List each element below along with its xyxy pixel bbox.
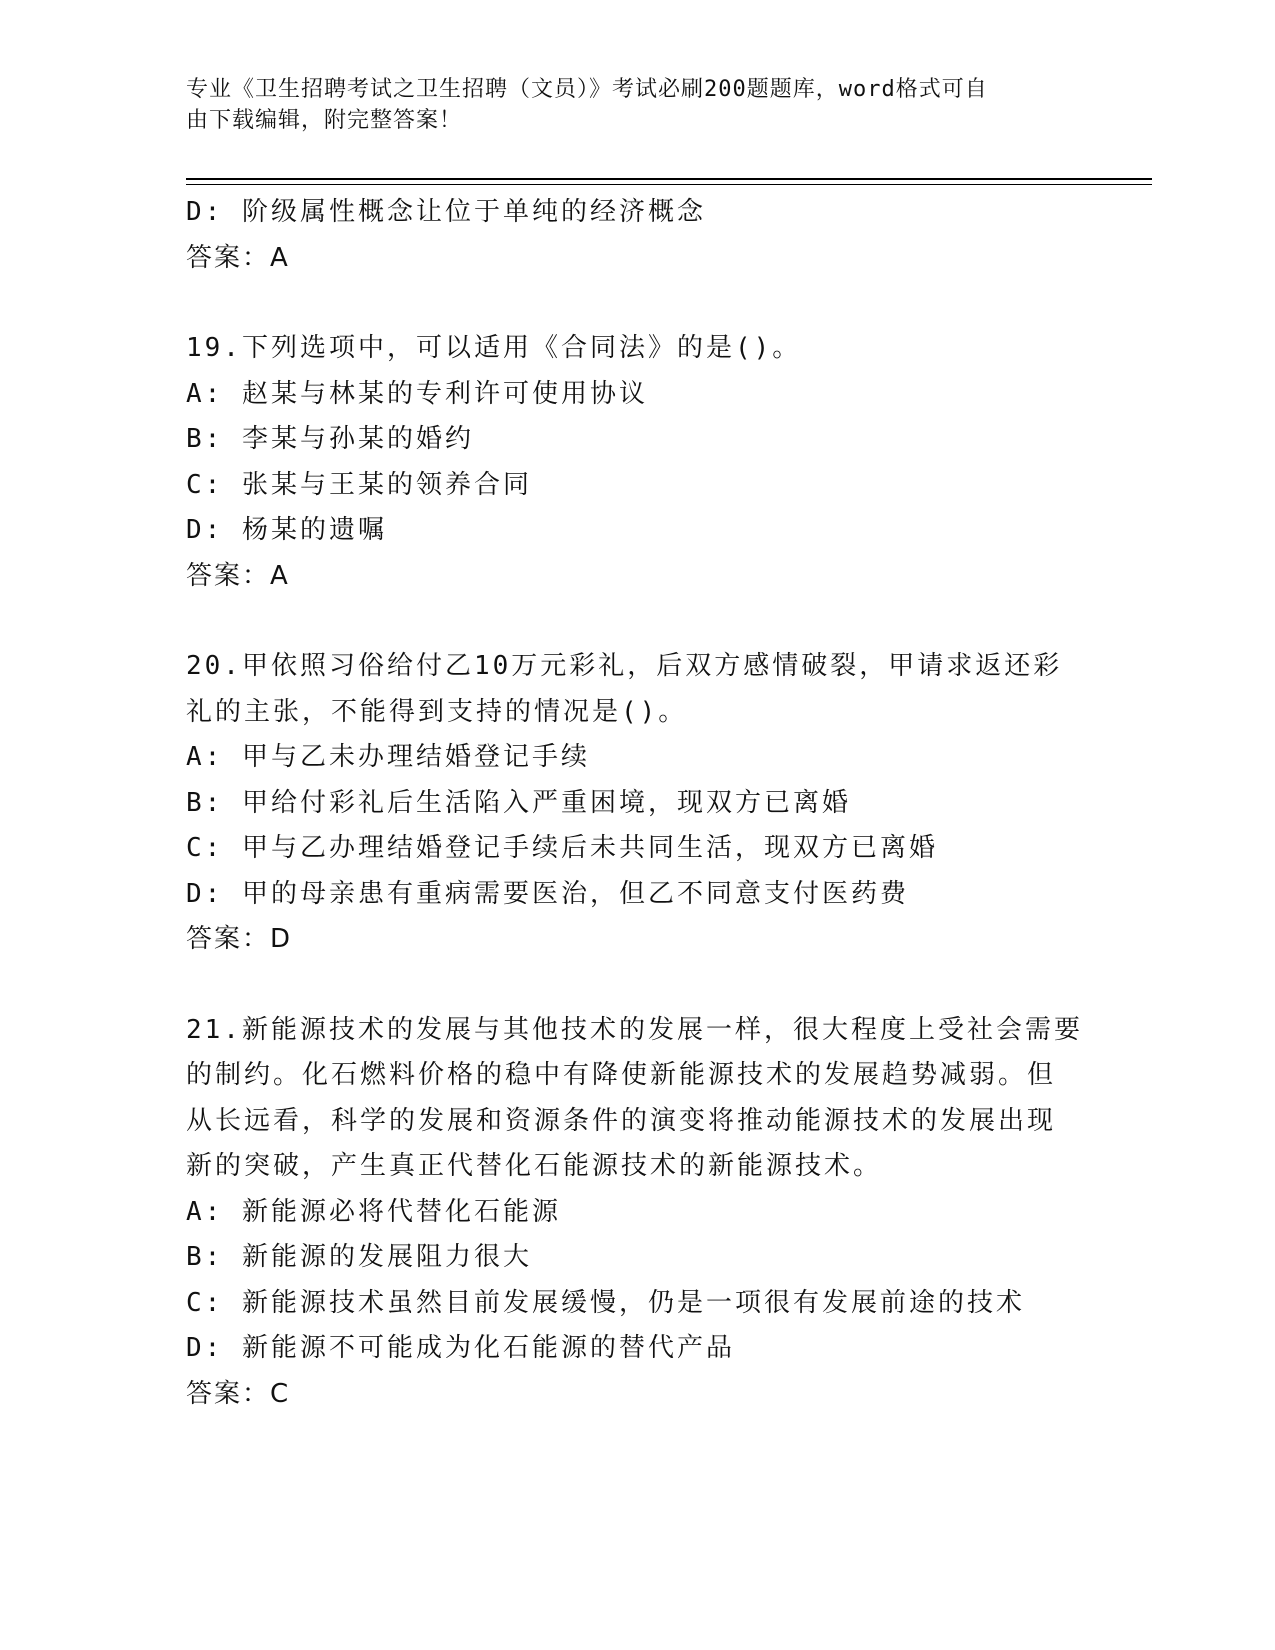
answer: 答案：C [186, 1378, 291, 1409]
question-prev [186, 190, 1086, 281]
option-d: D: 甲的母亲患有重病需要医治，但乙不同意支付医药费 [186, 878, 909, 909]
option-c: C: 张某与王某的领养合同 [186, 469, 532, 500]
question-stem-line-3: 从长远看，科学的发展和资源条件的演变将推动能源技术的发展出现 [186, 1105, 1057, 1136]
answer: 答案：A [186, 242, 290, 273]
option-a: A: 赵某与林某的专利许可使用协议 [186, 378, 648, 409]
option-b: B: 李某与孙某的婚约 [186, 424, 474, 454]
option-a: A: 新能源必将代替化石能源 [186, 1196, 561, 1227]
option-d: D: 杨某的遗嘱 [186, 515, 387, 545]
header-line-2: 由下载编辑，附完整答案！ [186, 108, 463, 133]
question-list [186, 190, 1086, 1417]
option-c: C: 甲与乙办理结婚登记手续后未共同生活，现双方已离婚 [186, 833, 938, 863]
question-19 [186, 326, 1086, 599]
option-c: C: 新能源技术虽然目前发展缓慢，仍是一项很有发展前途的技术 [186, 1287, 1025, 1318]
question-stem-line-1: 20.甲依照习俗给付乙10万元彩礼，后双方感情破裂，甲请求返还彩 [186, 651, 1063, 681]
option-a: A: 甲与乙未办理结婚登记手续 [186, 742, 590, 772]
question-20 [186, 644, 1086, 963]
option-b: B: 甲给付彩礼后生活陷入严重困境，现双方已离婚 [186, 787, 851, 818]
option-b: B: 新能源的发展阻力很大 [186, 1242, 532, 1272]
question-21 [186, 1008, 1086, 1418]
question-stem-line-2: 礼的主张，不能得到支持的情况是()。 [186, 696, 688, 727]
question-stem: 19.下列选项中，可以适用《合同法》的是()。 [186, 333, 802, 363]
header-rule-thick [186, 178, 1152, 180]
question-stem-line-1: 21.新能源技术的发展与其他技术的发展一样，很大程度上受社会需要 [186, 1014, 1083, 1045]
option-d: D: 新能源不可能成为化石能源的替代产品 [186, 1333, 735, 1363]
option-d: D: 阶级属性概念让位于单纯的经济概念 [186, 197, 706, 227]
header-rule-thin [186, 184, 1152, 185]
question-stem-line-2: 的制约。化石燃料价格的稳中有降使新能源技术的发展趋势减弱。但 [186, 1060, 1057, 1090]
question-stem-line-4: 新的突破，产生真正代替化石能源技术的新能源技术。 [186, 1151, 883, 1181]
answer: 答案：A [186, 560, 290, 591]
answer: 答案：D [186, 924, 293, 954]
page-header [186, 74, 1066, 136]
header-line-1: 专业《卫生招聘考试之卫生招聘（文员）》考试必刷200题题库，word格式可自 [186, 77, 988, 102]
